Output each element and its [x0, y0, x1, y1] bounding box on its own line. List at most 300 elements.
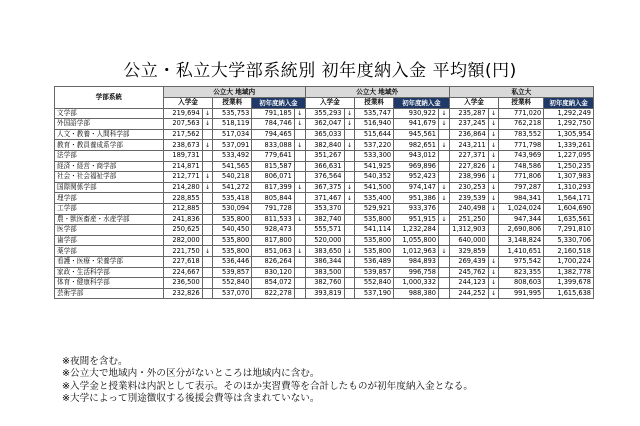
table-cell: 784,746 — [252, 119, 295, 130]
table-cell: 217,562 — [163, 129, 202, 140]
trend-arrow-icon — [294, 172, 305, 183]
trend-arrow-icon — [344, 203, 355, 214]
trend-arrow-icon — [488, 214, 499, 225]
table-cell: 1,615,638 — [544, 288, 594, 299]
table-cell: 1,700,224 — [544, 256, 594, 267]
note-line: ※公立大で地域内・外の区分がないところは地域内に含む。 — [62, 368, 320, 380]
table-cell: 783,552 — [499, 129, 544, 140]
table-cell: 996,758 — [394, 267, 439, 278]
trend-arrow-icon — [439, 278, 450, 289]
total-header: 初年度納入金 — [394, 98, 450, 109]
trend-arrow-icon: ↓ — [488, 140, 499, 151]
trend-arrow-icon: ↓ — [488, 256, 499, 267]
table-cell: 540,218 — [213, 172, 252, 183]
table-cell: 1,012,963 — [394, 246, 439, 257]
table-cell: 797,287 — [499, 182, 544, 193]
table-cell: 930,922 — [394, 108, 439, 119]
table-cell: 943,012 — [394, 150, 439, 161]
table-cell: 516,940 — [355, 119, 394, 130]
faculty-name: 教育・教員養成系学部 — [55, 140, 164, 151]
table-cell: 537,091 — [213, 140, 252, 151]
table-cell: 382,760 — [305, 278, 344, 289]
trend-arrow-icon: ↓ — [488, 161, 499, 172]
group-header-public-outside: 公立大 地域外 — [305, 87, 449, 98]
page-title: 公立・私立大学部系統別 初年度納入金 平均額(円) — [123, 61, 517, 81]
trend-arrow-icon — [344, 278, 355, 289]
table-cell: 227,618 — [163, 256, 202, 267]
table-cell: 520,000 — [305, 235, 344, 246]
table-cell: 282,000 — [163, 235, 202, 246]
trend-arrow-icon: ↓ — [202, 108, 213, 119]
table-row — [55, 150, 594, 161]
table-cell: 329,859 — [449, 246, 488, 257]
table-cell: 541,500 — [355, 182, 394, 193]
table-cell: 933,376 — [394, 203, 439, 214]
trend-arrow-icon — [202, 288, 213, 299]
trend-arrow-icon: ↓ — [294, 182, 305, 193]
faculty-name: 社会・社会福祉学部 — [55, 172, 164, 183]
table-cell: 1,307,983 — [544, 172, 594, 183]
table-cell: 241,836 — [163, 214, 202, 225]
table-cell: 537,070 — [213, 288, 252, 299]
table-cell: 227,826 — [449, 161, 488, 172]
trend-arrow-icon — [202, 193, 213, 204]
table-row — [55, 193, 594, 204]
trend-arrow-icon — [439, 235, 450, 246]
table-cell: 386,344 — [305, 256, 344, 267]
table-cell: 2,160,518 — [544, 246, 594, 257]
table-cell: 552,840 — [355, 278, 394, 289]
table-cell: 535,753 — [213, 108, 252, 119]
table-cell: 533,300 — [355, 150, 394, 161]
table-cell: 207,563 — [163, 119, 202, 130]
table-cell: 539,857 — [355, 267, 394, 278]
trend-arrow-icon — [344, 235, 355, 246]
table-cell: 1,227,095 — [544, 150, 594, 161]
table-cell: 815,587 — [252, 161, 295, 172]
table-cell: 951,915 — [394, 214, 439, 225]
trend-arrow-icon: ↓ — [439, 193, 450, 204]
trend-arrow-icon: ↓ — [344, 193, 355, 204]
table-cell: 541,272 — [213, 182, 252, 193]
table-cell: 952,423 — [394, 172, 439, 183]
table-row — [55, 182, 594, 193]
table-cell: 245,762 — [449, 267, 488, 278]
table-cell: 227,371 — [449, 150, 488, 161]
trend-arrow-icon: ↓ — [439, 246, 450, 257]
table-cell: 238,996 — [449, 172, 488, 183]
table-cell: 1,399,678 — [544, 278, 594, 289]
admission-header: 入学金 — [305, 98, 355, 109]
table-cell: 236,864 — [449, 129, 488, 140]
trend-arrow-icon — [439, 288, 450, 299]
table-cell: 537,220 — [355, 140, 394, 151]
trend-arrow-icon — [439, 267, 450, 278]
table-cell: 221,750 — [163, 246, 202, 257]
table-cell: 535,800 — [355, 246, 394, 257]
admission-header: 入学金 — [163, 98, 213, 109]
table-row — [55, 256, 594, 267]
table-cell: 791,185 — [252, 108, 295, 119]
notes — [62, 356, 473, 406]
table-cell: 794,465 — [252, 129, 295, 140]
trend-arrow-icon — [344, 129, 355, 140]
trend-arrow-icon: ↓ — [488, 182, 499, 193]
trend-arrow-icon: ↓ — [488, 288, 499, 299]
table-cell: 975,542 — [499, 256, 544, 267]
table-cell: 947,344 — [499, 214, 544, 225]
tuition-table — [54, 86, 594, 299]
table-cell: 771,806 — [499, 172, 544, 183]
table-cell: 240,498 — [449, 203, 488, 214]
table-cell: 1,292,249 — [544, 108, 594, 119]
trend-arrow-icon — [202, 203, 213, 214]
table-cell: 1,564,171 — [544, 193, 594, 204]
table-cell: 854,072 — [252, 278, 295, 289]
trend-arrow-icon — [294, 267, 305, 278]
table-cell: 743,969 — [499, 150, 544, 161]
table-cell: 1,250,235 — [544, 161, 594, 172]
table-cell: 833,088 — [252, 140, 295, 151]
table-cell: 535,400 — [355, 193, 394, 204]
table-cell: 969,896 — [394, 161, 439, 172]
trend-arrow-icon — [344, 256, 355, 267]
table-row — [55, 278, 594, 289]
table-cell: 269,439 — [449, 256, 488, 267]
trend-arrow-icon — [294, 225, 305, 236]
faculty-name: 文学部 — [55, 108, 164, 119]
faculty-name: 外国語学部 — [55, 119, 164, 130]
tuition-header: 授業料 — [499, 98, 544, 109]
table-cell: 5,330,706 — [544, 235, 594, 246]
table-cell: 762,218 — [499, 119, 544, 130]
trend-arrow-icon: ↓ — [439, 108, 450, 119]
table-cell: 1,305,954 — [544, 129, 594, 140]
table-cell: 1,382,778 — [544, 267, 594, 278]
table-cell: 984,341 — [499, 193, 544, 204]
table-cell: 365,033 — [305, 129, 344, 140]
table-cell: 383,500 — [305, 267, 344, 278]
trend-arrow-icon — [488, 246, 499, 257]
trend-arrow-icon: ↓ — [294, 140, 305, 151]
trend-arrow-icon — [439, 225, 450, 236]
trend-arrow-icon — [294, 161, 305, 172]
total-header: 初年度納入金 — [544, 98, 594, 109]
table-cell: 518,119 — [213, 119, 252, 130]
trend-arrow-icon — [344, 225, 355, 236]
trend-arrow-icon — [344, 150, 355, 161]
trend-arrow-icon: ↓ — [488, 203, 499, 214]
tuition-header: 授業料 — [355, 98, 394, 109]
table-cell: 823,355 — [499, 267, 544, 278]
table-cell: 1,000,332 — [394, 278, 439, 289]
table-cell: 376,564 — [305, 172, 344, 183]
table-cell: 830,120 — [252, 267, 295, 278]
trend-arrow-icon — [294, 235, 305, 246]
trend-arrow-icon: ↓ — [344, 182, 355, 193]
table-cell: 984,893 — [394, 256, 439, 267]
table-body — [55, 108, 594, 299]
faculty-name: 理学部 — [55, 193, 164, 204]
trend-arrow-icon — [488, 235, 499, 246]
table-cell: 235,287 — [449, 108, 488, 119]
trend-arrow-icon: ↓ — [488, 129, 499, 140]
table-cell: 237,245 — [449, 119, 488, 130]
trend-arrow-icon — [344, 267, 355, 278]
trend-arrow-icon — [202, 214, 213, 225]
trend-arrow-icon — [439, 256, 450, 267]
trend-arrow-icon — [439, 161, 450, 172]
table-cell: 951,386 — [394, 193, 439, 204]
table-cell: 244,252 — [449, 288, 488, 299]
table-cell: 353,370 — [305, 203, 344, 214]
trend-arrow-icon — [439, 203, 450, 214]
table-cell: 536,489 — [355, 256, 394, 267]
table-cell: 541,565 — [213, 161, 252, 172]
table-cell: 230,253 — [449, 182, 488, 193]
table-cell: 355,293 — [305, 108, 344, 119]
admission-header: 入学金 — [449, 98, 499, 109]
trend-arrow-icon: ↓ — [488, 108, 499, 119]
trend-arrow-icon — [202, 267, 213, 278]
table-cell: 1,604,690 — [544, 203, 594, 214]
trend-arrow-icon: ↓ — [439, 182, 450, 193]
group-header-public-local: 公立大 地域内 — [163, 87, 305, 98]
trend-arrow-icon — [202, 161, 213, 172]
table-cell: 219,694 — [163, 108, 202, 119]
table-cell: 1,312,903 — [449, 225, 488, 236]
note-line: ※夜間を含む。 — [62, 356, 128, 367]
table-cell: 805,844 — [252, 193, 295, 204]
table-cell: 555,571 — [305, 225, 344, 236]
table-row — [55, 203, 594, 214]
note-line: ※大学によって別途徴収する後援会費等は含まれていない。 — [62, 393, 320, 405]
table-row — [55, 246, 594, 257]
table-cell: 243,211 — [449, 140, 488, 151]
trend-arrow-icon — [439, 172, 450, 183]
table-cell: 808,603 — [499, 278, 544, 289]
faculty-name: 国際関係学部 — [55, 182, 164, 193]
trend-arrow-icon — [344, 288, 355, 299]
table-cell: 541,114 — [355, 225, 394, 236]
table-cell: 928,473 — [252, 225, 295, 236]
table-cell: 535,800 — [355, 214, 394, 225]
trend-arrow-icon — [344, 161, 355, 172]
trend-arrow-icon — [202, 235, 213, 246]
trend-arrow-icon: ↓ — [202, 140, 213, 151]
table-cell: 817,800 — [252, 235, 295, 246]
table-cell: 189,731 — [163, 150, 202, 161]
table-cell: 214,280 — [163, 182, 202, 193]
table-cell: 212,771 — [163, 172, 202, 183]
table-cell: 530,094 — [213, 203, 252, 214]
table-cell: 1,232,284 — [394, 225, 439, 236]
table-cell: 806,071 — [252, 172, 295, 183]
table-row — [55, 172, 594, 183]
table-cell: 941,679 — [394, 119, 439, 130]
table-cell: 3,148,824 — [499, 235, 544, 246]
note-line: ※入学金と授業料は内訳として表示。そのほか実習費等を合計したものが初年度納入金となる。 — [62, 380, 473, 392]
table-cell: 826,264 — [252, 256, 295, 267]
table-row — [55, 235, 594, 246]
table-cell: 515,644 — [355, 129, 394, 140]
table-cell: 1,339,261 — [544, 140, 594, 151]
trend-arrow-icon — [202, 225, 213, 236]
table-cell: 535,800 — [213, 246, 252, 257]
table-cell: 945,561 — [394, 129, 439, 140]
trend-arrow-icon: ↓ — [344, 140, 355, 151]
table-cell: 1,024,024 — [499, 203, 544, 214]
faculty-name: 人文・教養・人間科学部 — [55, 129, 164, 140]
trend-arrow-icon: ↓ — [488, 150, 499, 161]
table-cell: 822,278 — [252, 288, 295, 299]
faculty-header: 学部系統 — [55, 87, 164, 109]
table-cell: 791,728 — [252, 203, 295, 214]
table-cell: 535,800 — [213, 214, 252, 225]
trend-arrow-icon — [294, 129, 305, 140]
trend-arrow-icon: ↓ — [202, 246, 213, 257]
table-cell: 382,740 — [305, 214, 344, 225]
table-row — [55, 129, 594, 140]
table-cell: 2,690,806 — [499, 225, 544, 236]
table-cell: 771,020 — [499, 108, 544, 119]
table-cell: 236,500 — [163, 278, 202, 289]
table-cell: 232,826 — [163, 288, 202, 299]
trend-arrow-icon: ↓ — [202, 172, 213, 183]
trend-arrow-icon — [294, 203, 305, 214]
table-cell: 1,055,800 — [394, 235, 439, 246]
table-cell: 224,667 — [163, 267, 202, 278]
table-cell: 552,840 — [213, 278, 252, 289]
trend-arrow-icon: ↓ — [344, 246, 355, 257]
table-cell: 393,819 — [305, 288, 344, 299]
table-cell: 212,885 — [163, 203, 202, 214]
faculty-name: 体育・健康科学部 — [55, 278, 164, 289]
trend-arrow-icon: ↓ — [294, 214, 305, 225]
trend-arrow-icon — [294, 150, 305, 161]
trend-arrow-icon — [344, 214, 355, 225]
trend-arrow-icon — [439, 150, 450, 161]
trend-arrow-icon: ↓ — [344, 108, 355, 119]
table-cell: 771,798 — [499, 140, 544, 151]
faculty-name: 法学部 — [55, 150, 164, 161]
trend-arrow-icon: ↓ — [439, 119, 450, 130]
faculty-name: 経済・経営・商学部 — [55, 161, 164, 172]
table-cell: 851,063 — [252, 246, 295, 257]
table-cell: 239,539 — [449, 193, 488, 204]
table-cell: 228,855 — [163, 193, 202, 204]
faculty-name: 芸術学部 — [55, 288, 164, 299]
trend-arrow-icon — [488, 225, 499, 236]
trend-arrow-icon: ↓ — [344, 119, 355, 130]
table-cell: 1,292,750 — [544, 119, 594, 130]
trend-arrow-icon: ↓ — [294, 246, 305, 257]
faculty-name: 家政・生活科学部 — [55, 267, 164, 278]
table-cell: 529,921 — [355, 203, 394, 214]
table-cell: 533,492 — [213, 150, 252, 161]
table-cell: 366,631 — [305, 161, 344, 172]
trend-arrow-icon — [439, 129, 450, 140]
table-cell: 535,800 — [355, 235, 394, 246]
faculty-name: 看護・医療・栄養学部 — [55, 256, 164, 267]
table-cell: 536,446 — [213, 256, 252, 267]
table-cell: 238,673 — [163, 140, 202, 151]
table-cell: 540,450 — [213, 225, 252, 236]
faculty-name: 工学部 — [55, 203, 164, 214]
trend-arrow-icon: ↓ — [488, 119, 499, 130]
trend-arrow-icon — [294, 256, 305, 267]
table-cell: 817,399 — [252, 182, 295, 193]
faculty-name: 歯学部 — [55, 235, 164, 246]
table-cell: 779,641 — [252, 150, 295, 161]
table-row — [55, 161, 594, 172]
table-cell: 539,857 — [213, 267, 252, 278]
table-cell: 640,000 — [449, 235, 488, 246]
table-cell: 540,352 — [355, 172, 394, 183]
table-cell: 1,410,651 — [499, 246, 544, 257]
trend-arrow-icon: ↓ — [488, 278, 499, 289]
faculty-name: 薬学部 — [55, 246, 164, 257]
table-cell: 1,635,561 — [544, 214, 594, 225]
trend-arrow-icon — [344, 172, 355, 183]
faculty-name: 農・獣医畜産・水産学部 — [55, 214, 164, 225]
table-cell: 537,190 — [355, 288, 394, 299]
trend-arrow-icon — [294, 193, 305, 204]
table-cell: 382,840 — [305, 140, 344, 151]
trend-arrow-icon: ↓ — [202, 119, 213, 130]
table-row — [55, 267, 594, 278]
table-cell: 748,586 — [499, 161, 544, 172]
total-header: 初年度納入金 — [252, 98, 305, 109]
trend-arrow-icon: ↓ — [488, 172, 499, 183]
table-cell: 535,418 — [213, 193, 252, 204]
trend-arrow-icon: ↓ — [202, 182, 213, 193]
table-cell: 214,871 — [163, 161, 202, 172]
table-cell: 535,800 — [213, 235, 252, 246]
table-cell: 1,310,293 — [544, 182, 594, 193]
trend-arrow-icon: ↓ — [294, 119, 305, 130]
tuition-header: 授業料 — [213, 98, 252, 109]
table-cell: 991,995 — [499, 288, 544, 299]
trend-arrow-icon: ↓ — [488, 193, 499, 204]
table-cell: 974,147 — [394, 182, 439, 193]
trend-arrow-icon — [294, 278, 305, 289]
trend-arrow-icon: ↓ — [294, 108, 305, 119]
table-cell: 982,651 — [394, 140, 439, 151]
faculty-name: 医学部 — [55, 225, 164, 236]
table-cell: 535,747 — [355, 108, 394, 119]
trend-arrow-icon: ↓ — [439, 140, 450, 151]
table-cell: 541,925 — [355, 161, 394, 172]
table-cell: 251,250 — [449, 214, 488, 225]
table-cell: 517,034 — [213, 129, 252, 140]
trend-arrow-icon — [202, 278, 213, 289]
trend-arrow-icon — [202, 256, 213, 267]
table-cell: 383,650 — [305, 246, 344, 257]
table-cell: 7,291,810 — [544, 225, 594, 236]
trend-arrow-icon — [202, 150, 213, 161]
table-cell: 362,047 — [305, 119, 344, 130]
table-row — [55, 225, 594, 236]
table-cell: 351,267 — [305, 150, 344, 161]
table-row — [55, 288, 594, 299]
table-cell: 244,123 — [449, 278, 488, 289]
table-cell: 988,380 — [394, 288, 439, 299]
group-header-private: 私立大 — [449, 87, 593, 98]
table-cell: 367,375 — [305, 182, 344, 193]
table-cell: 371,467 — [305, 193, 344, 204]
table-row — [55, 119, 594, 130]
